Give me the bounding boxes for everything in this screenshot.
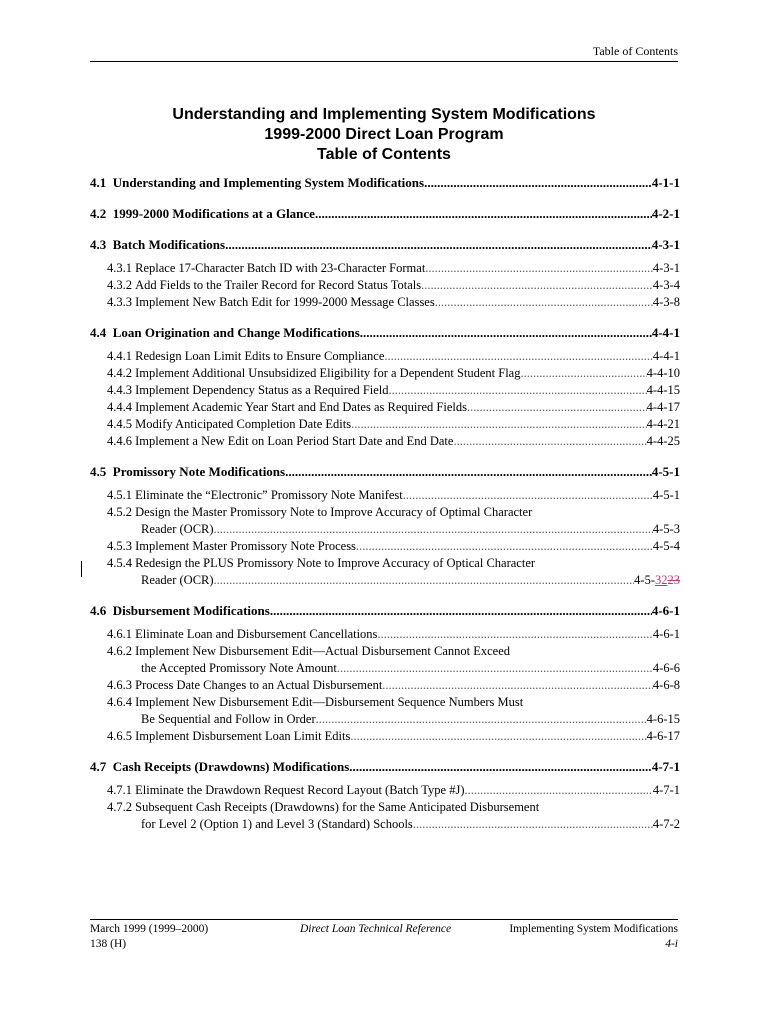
section-number: 4.2 (90, 206, 107, 221)
page-prefix: 4-5- (634, 573, 655, 587)
subsection-title: Implement Disbursement Loan Limit Edits (135, 729, 351, 743)
subsection-number: 4.6.2 (107, 644, 132, 658)
section-title: Batch Modifications (112, 237, 226, 252)
subsection-page-number: 4-4-15 (646, 383, 680, 397)
dot-leader (337, 660, 653, 677)
toc-subsection-entry[interactable] (90, 416, 680, 433)
section-number: 4.7 (90, 759, 107, 774)
toc-section-entry[interactable] (90, 236, 680, 254)
toc-subsection-entry[interactable] (90, 260, 680, 277)
subsection-number: 4.4.1 (107, 349, 132, 363)
toc-subsection-entry[interactable] (90, 294, 680, 311)
subsection-title: Redesign the PLUS Promissory Note to Improve Accuracy of Optical Character (135, 556, 536, 570)
section-page-number: 4-3-1 (651, 237, 680, 252)
toc-subsection-entry[interactable] (90, 382, 680, 399)
subsection-title: Add Fields to the Trailer Record for Record Status Totals (135, 278, 422, 292)
dot-leader (389, 382, 647, 399)
subsection-page-number: 4-5-3 (652, 522, 680, 536)
page-footer (90, 922, 678, 952)
dot-leader (351, 416, 647, 433)
subsection-title: Implement Master Promissory Note Process (135, 539, 356, 553)
subsection-page-number: 4-3-8 (652, 295, 680, 309)
dot-leader (453, 433, 646, 450)
subsection-page-number (634, 572, 680, 589)
dot-leader (424, 174, 652, 192)
dot-leader (214, 572, 635, 589)
dot-leader (425, 260, 653, 277)
toc-section-entry[interactable] (90, 758, 680, 776)
title-line-1: Understanding and Implementing System Modifications (172, 106, 596, 123)
subsection-number: 4.6.4 (107, 695, 132, 709)
dot-leader (384, 348, 653, 365)
section-title: Promissory Note Modifications (112, 464, 286, 479)
section-title: 1999-2000 Modifications at a Glance (112, 206, 315, 221)
section-title: Understanding and Implementing System Modifications (112, 175, 425, 190)
dot-leader (403, 487, 653, 504)
subsection-number: 4.6.3 (107, 678, 132, 692)
subsection-page-number: 4-4-1 (652, 349, 680, 363)
footer-page-number: 4-i (665, 938, 678, 950)
subsection-number: 4.4.6 (107, 434, 132, 448)
toc-section-entry[interactable] (90, 324, 680, 342)
title-line-2: 1999-2000 Direct Loan Program (264, 126, 504, 143)
subsection-number: 4.5.3 (107, 539, 132, 553)
subsection-number: 4.3.2 (107, 278, 132, 292)
subsection-title: Design the Master Promissory Note to Improve Accuracy of Optimal Character (135, 505, 533, 519)
toc-subsection-entry[interactable] (90, 555, 680, 589)
subsection-title-continued: the Accepted Promissory Note Amount (141, 661, 337, 675)
subsection-title: Replace 17-Character Batch ID with 23-Character Format (135, 261, 426, 275)
subsection-page-number: 4-4-17 (646, 400, 680, 414)
dot-leader (467, 399, 647, 416)
toc-subsection-entry[interactable] (90, 728, 680, 745)
subsection-title: Implement a New Edit on Loan Period Start Date and End Date (135, 434, 454, 448)
subsection-continuation-line (107, 572, 680, 589)
subsection-continuation-line (107, 816, 680, 833)
section-number: 4.5 (90, 464, 107, 479)
toc-subsection-entry[interactable] (90, 433, 680, 450)
subsection-page-number: 4-6-15 (646, 712, 680, 726)
dot-leader (465, 782, 653, 799)
dot-leader (520, 365, 646, 382)
subsection-page-number: 4-6-1 (652, 627, 680, 641)
dot-leader (350, 728, 646, 745)
subsection-title-continued: Be Sequential and Follow in Order (141, 712, 316, 726)
toc-section-entry[interactable] (90, 174, 680, 192)
toc-subsection-entry[interactable] (90, 277, 680, 294)
subsection-page-number: 4-5-1 (652, 488, 680, 502)
section-page-number: 4-2-1 (651, 206, 680, 221)
footer-section: Implementing System Modifications (509, 923, 678, 935)
subsection-continuation-line (107, 711, 680, 728)
section-number: 4.4 (90, 325, 107, 340)
subsection-title-continued: Reader (OCR) (141, 522, 214, 536)
subsection-continuation-line (107, 660, 680, 677)
dot-leader (421, 277, 653, 294)
subsection-title-continued: for Level 2 (Option 1) and Level 3 (Standard) Schools (141, 817, 413, 831)
subsection-page-number: 4-6-8 (652, 678, 680, 692)
subsection-number: 4.5.1 (107, 488, 132, 502)
toc-subsection-entry[interactable] (90, 348, 680, 365)
running-header: Table of Contents (592, 44, 678, 58)
page-revision-inserted: 32 (655, 573, 668, 587)
toc-subsection-entry[interactable] (90, 626, 680, 643)
toc-subsection-entry[interactable] (90, 487, 680, 504)
subsection-title: Eliminate the “Electronic” Promissory Note Manifest (135, 488, 403, 502)
change-bar (81, 561, 82, 577)
footer-reference: Direct Loan Technical Reference (300, 923, 452, 935)
subsection-title-continued: Reader (OCR) (141, 573, 214, 587)
table-of-contents (90, 174, 680, 833)
subsection-title: Process Date Changes to an Actual Disbursement (135, 678, 383, 692)
section-page-number: 4-6-1 (651, 603, 680, 618)
dot-leader (316, 711, 647, 728)
footer-rule (90, 919, 678, 920)
section-page-number: 4-4-1 (651, 325, 680, 340)
subsection-number: 4.7.2 (107, 800, 132, 814)
dot-leader (315, 205, 652, 223)
subsection-page-number: 4-7-2 (652, 817, 680, 831)
subsection-title: Implement Academic Year Start and End Dates as Required Fields (135, 400, 467, 414)
section-page-number: 4-5-1 (651, 464, 680, 479)
subsection-title: Implement New Disbursement Edit—Disbursement Sequence Numbers Must (135, 695, 524, 709)
subsection-page-number: 4-6-17 (646, 729, 680, 743)
dot-leader (225, 236, 652, 254)
subsection-number: 4.4.4 (107, 400, 132, 414)
subsection-continuation-line (107, 521, 680, 538)
subsection-first-line (107, 643, 680, 660)
subsection-title: Subsequent Cash Receipts (Drawdowns) for the Same Anticipated Disbursement (135, 800, 540, 814)
subsection-number: 4.6.5 (107, 729, 132, 743)
dot-leader (285, 463, 652, 481)
toc-subsection-entry[interactable] (90, 504, 680, 538)
subsection-first-line (107, 799, 680, 816)
subsection-number: 4.3.1 (107, 261, 132, 275)
subsection-page-number: 4-7-1 (652, 783, 680, 797)
section-title: Disbursement Modifications (112, 603, 270, 618)
footer-code: 138 (H) (90, 938, 127, 950)
dot-leader (377, 626, 652, 643)
subsection-title: Implement Dependency Status as a Required Field (135, 383, 389, 397)
document-title (90, 105, 678, 165)
subsection-number: 4.3.3 (107, 295, 132, 309)
dot-leader (349, 758, 652, 776)
subsection-title: Modify Anticipated Completion Date Edits (135, 417, 352, 431)
dot-leader (270, 602, 652, 620)
subsection-number: 4.7.1 (107, 783, 132, 797)
subsection-title: Eliminate Loan and Disbursement Cancellations (135, 627, 378, 641)
subsection-number: 4.4.2 (107, 366, 132, 380)
subsection-first-line (107, 694, 680, 711)
dot-leader (413, 816, 653, 833)
subsection-number: 4.6.1 (107, 627, 132, 641)
section-title: Loan Origination and Change Modifications (112, 325, 360, 340)
toc-subsection-entry[interactable] (90, 799, 680, 833)
header-rule (90, 61, 678, 62)
section-number: 4.6 (90, 603, 107, 618)
title-line-3: Table of Contents (317, 146, 451, 163)
toc-subsection-entry[interactable] (90, 694, 680, 728)
subsection-page-number: 4-6-6 (652, 661, 680, 675)
toc-subsection-entry[interactable] (90, 782, 680, 799)
subsection-page-number: 4-4-10 (646, 366, 680, 380)
section-title: Cash Receipts (Drawdowns) Modifications (112, 759, 350, 774)
toc-subsection-entry[interactable] (90, 677, 680, 694)
subsection-first-line (107, 504, 680, 521)
toc-subsection-entry[interactable] (90, 365, 680, 382)
subsection-title: Implement Additional Unsubsidized Eligibility for a Dependent Student Flag (135, 366, 521, 380)
subsection-number: 4.4.3 (107, 383, 132, 397)
dot-leader (360, 324, 652, 342)
subsection-page-number: 4-3-4 (652, 278, 680, 292)
subsection-number: 4.4.5 (107, 417, 132, 431)
toc-section-entry[interactable] (90, 602, 680, 620)
footer-date: March 1999 (1999–2000) (90, 923, 209, 935)
subsection-title: Implement New Batch Edit for 1999-2000 Message Classes (135, 295, 435, 309)
toc-subsection-entry[interactable] (90, 399, 680, 416)
toc-section-entry[interactable] (90, 205, 680, 223)
section-page-number: 4-7-1 (651, 759, 680, 774)
subsection-number: 4.5.4 (107, 556, 132, 570)
subsection-page-number: 4-5-4 (652, 539, 680, 553)
subsection-page-number: 4-4-21 (646, 417, 680, 431)
subsection-first-line (107, 555, 680, 572)
subsection-title: Implement New Disbursement Edit—Actual Disbursement Cannot Exceed (135, 644, 511, 658)
dot-leader (435, 294, 653, 311)
section-page-number: 4-1-1 (651, 175, 680, 190)
toc-subsection-entry[interactable] (90, 643, 680, 677)
dot-leader (382, 677, 653, 694)
toc-section-entry[interactable] (90, 463, 680, 481)
subsection-page-number: 4-4-25 (646, 434, 680, 448)
toc-subsection-entry[interactable] (90, 538, 680, 555)
subsection-title: Eliminate the Drawdown Request Record Layout (Batch Type #J) (135, 783, 465, 797)
subsection-number: 4.5.2 (107, 505, 132, 519)
subsection-title: Redesign Loan Limit Edits to Ensure Compliance (135, 349, 385, 363)
page-revision-deleted: 23 (667, 573, 680, 587)
section-number: 4.1 (90, 175, 107, 190)
section-number: 4.3 (90, 237, 107, 252)
subsection-page-number: 4-3-1 (652, 261, 680, 275)
dot-leader (214, 521, 653, 538)
dot-leader (356, 538, 653, 555)
